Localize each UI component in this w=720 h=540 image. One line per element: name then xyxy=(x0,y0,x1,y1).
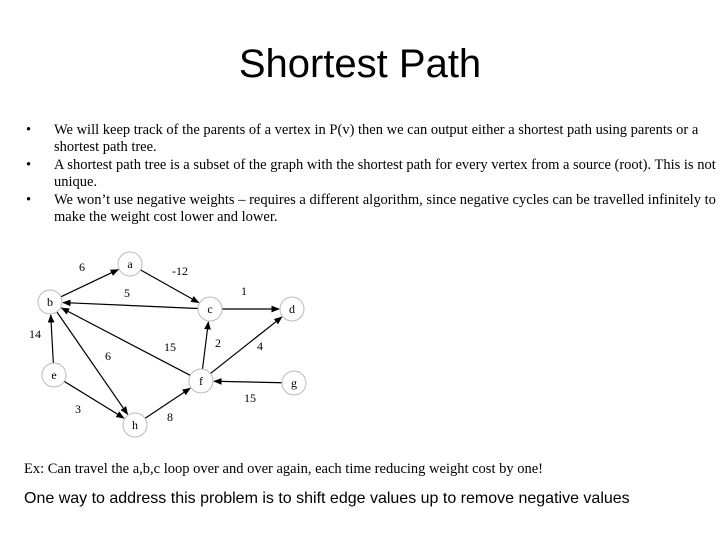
edge-f-c xyxy=(202,322,208,369)
node-d xyxy=(280,297,304,321)
node-label: b xyxy=(47,295,53,309)
bullet-list xyxy=(26,122,716,227)
node-label: h xyxy=(132,418,138,432)
edge-weight-label: 8 xyxy=(167,410,173,424)
edge-f-d xyxy=(210,317,281,373)
edge-e-h xyxy=(64,381,124,418)
footer-text: One way to address this problem is to shift edge values up to remove negative values xyxy=(24,490,630,507)
slide-title: Shortest Path xyxy=(238,42,482,86)
edge-e-b xyxy=(51,315,54,363)
bullet-text: A shortest path tree is a subset of the graph with the shortest path for every vertex from a source (root). This is not unique. xyxy=(54,157,716,190)
node-g xyxy=(282,371,306,395)
bullet-item xyxy=(26,192,716,225)
node-label: f xyxy=(199,374,203,388)
node-b xyxy=(38,290,62,314)
example-text: Ex: Can travel the a,b,c loop over and over again, each time reducing weight cost by one! xyxy=(24,461,543,477)
bullet-item xyxy=(26,157,716,190)
node-a xyxy=(118,252,142,276)
edge-weight-label: 15 xyxy=(244,391,256,405)
node-label: d xyxy=(289,302,295,316)
edge-weight-label: 1 xyxy=(241,284,247,298)
node-e xyxy=(42,363,66,387)
edge-weight-label: 4 xyxy=(257,339,263,353)
bullet-dot-icon: • xyxy=(26,157,32,173)
node-c xyxy=(198,297,222,321)
edge-g-f xyxy=(214,381,282,382)
graph-diagram xyxy=(0,245,330,445)
node-f xyxy=(189,369,213,393)
bullet-text: We will keep track of the parents of a vertex in P(v) then we can output either a shortest path using parents or a shortest path tree. xyxy=(54,122,699,155)
edge-weight-label: 14 xyxy=(29,327,41,341)
edge-weight-label: -12 xyxy=(172,264,188,278)
bullet-dot-icon: • xyxy=(26,192,32,208)
bullet-item xyxy=(26,122,716,155)
edge-weight-label: 6 xyxy=(105,349,111,363)
edge-weight-label: 2 xyxy=(215,336,221,350)
node-label: a xyxy=(127,257,133,271)
edge-a-c xyxy=(140,270,198,303)
edge-c-b xyxy=(63,303,198,309)
node-h xyxy=(123,413,147,437)
bullet-text: We won’t use negative weights – requires a different algorithm, since negative cycles can be travelled infinitely to make the weight cost lower and lower. xyxy=(54,192,716,225)
edge-weight-label: 5 xyxy=(124,286,130,300)
node-label: e xyxy=(51,368,57,382)
node-label: g xyxy=(291,376,297,390)
edge-weight-label: 6 xyxy=(79,260,85,274)
edge-b-a xyxy=(61,270,118,297)
edge-weight-label: 3 xyxy=(75,402,81,416)
edge-weight-label: 15 xyxy=(164,340,176,354)
bullet-dot-icon: • xyxy=(26,122,32,138)
node-label: c xyxy=(207,302,213,316)
